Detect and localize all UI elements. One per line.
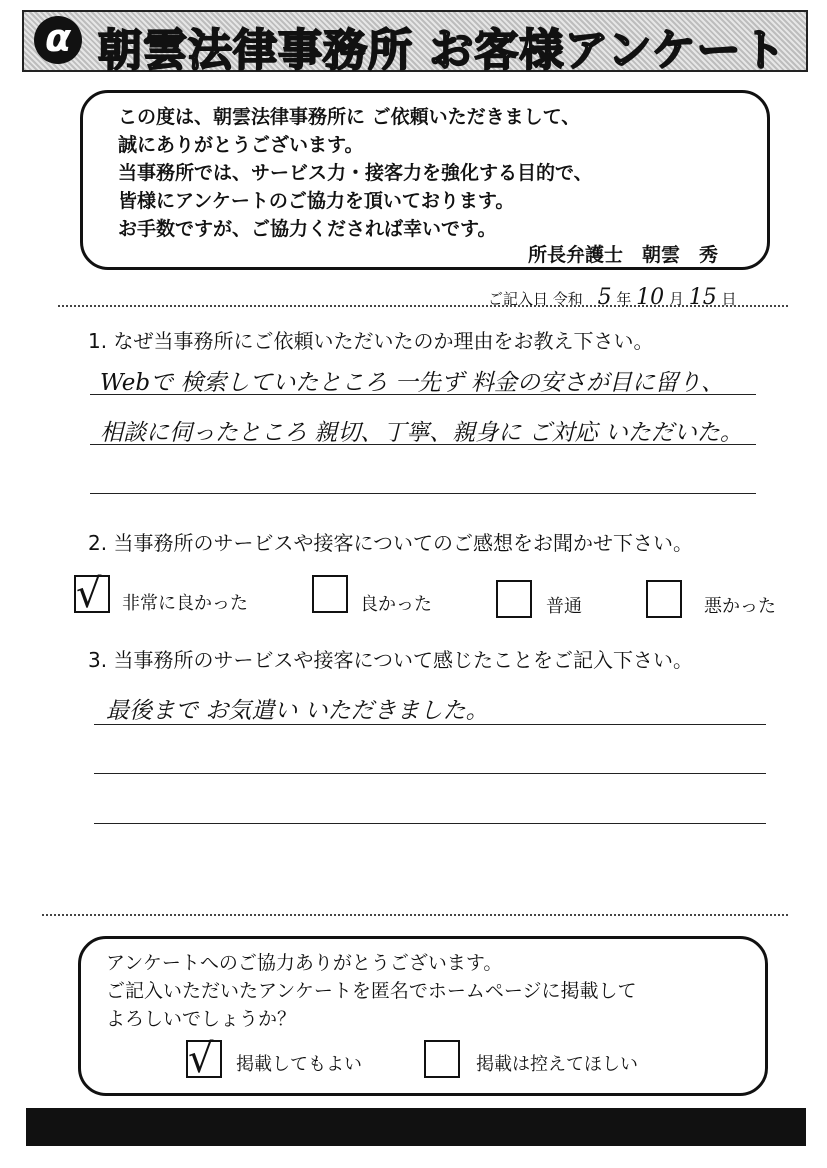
greeting-line: 皆様にアンケートのご協力を頂いております。 (118, 190, 515, 212)
consent-option-label: 掲載してもよい (236, 1054, 362, 1075)
q2-option-label: 悪かった (704, 596, 776, 617)
q2-checkbox-normal[interactable] (496, 580, 532, 618)
consent-checkbox-allow[interactable] (186, 1036, 222, 1082)
answer-rule (90, 444, 756, 445)
footer-bar (26, 1108, 806, 1146)
check-mark-icon: √ (188, 1036, 214, 1082)
q2-checkbox-very-good[interactable] (74, 571, 110, 617)
question-1: 1. なぜ当事務所にご依頼いただいたのか理由をお教え下さい。 (88, 329, 654, 353)
date-day[interactable]: 15 (688, 285, 717, 310)
consent-line: アンケートへのご協力ありがとうございます。 (106, 952, 503, 974)
logo-icon: α (34, 16, 82, 64)
consent-line: よろしいでしょうか？ (106, 1008, 297, 1030)
date-month-unit: 月 (668, 290, 684, 308)
date-label: ご記入日 (488, 290, 549, 308)
consent-checkbox-decline[interactable] (424, 1040, 460, 1078)
divider (42, 914, 788, 916)
q2-option-label: 良かった (360, 594, 432, 615)
signature: 所長弁護士 朝雲 秀 (528, 244, 719, 266)
answer-rule (90, 493, 756, 494)
date-year-unit: 年 (616, 290, 632, 308)
greeting-line: この度は、朝雲法律事務所に ご依頼いただきまして、 (118, 106, 581, 128)
q1-answer-line[interactable]: Webで 検索していたところ 一先ず 料金の安さが目に留り、 (100, 370, 725, 396)
q2-option-label: 普通 (546, 596, 582, 617)
greeting-line: 当事務所では、サービス力・接客力を強化する目的で、 (118, 162, 593, 184)
date-day-unit: 日 (721, 290, 737, 308)
greeting-line: お手数ですが、ご協力くだされば幸いです。 (118, 218, 497, 240)
question-2: 2. 当事務所のサービスや接客についてのご感想をお聞かせ下さい。 (88, 531, 694, 555)
date-month[interactable]: 10 (636, 285, 665, 310)
answer-rule (90, 394, 756, 395)
check-mark-icon: √ (76, 571, 102, 617)
q3-answer-line[interactable]: 最後まで お気遣い いただきました。 (106, 698, 489, 724)
q1-answer-line[interactable]: 相談に伺ったところ 親切、丁寧、親身に ご対応 いただいた。 (100, 420, 743, 446)
answer-rule (94, 724, 766, 725)
q2-option-label: 非常に良かった (122, 593, 248, 614)
consent-option-label: 掲載は控えてほしい (476, 1054, 638, 1075)
date-year[interactable]: 5 (597, 285, 612, 310)
q2-checkbox-bad[interactable] (646, 580, 682, 618)
question-3: 3. 当事務所のサービスや接客について感じたことをご記入下さい。 (88, 648, 694, 672)
q2-checkbox-good[interactable] (312, 575, 348, 613)
divider (58, 305, 788, 307)
answer-rule (94, 773, 766, 774)
page-title: 朝雲法律事務所 お客様アンケート (98, 25, 787, 76)
consent-line: ご記入いただいたアンケートを匿名でホームページに掲載して (106, 980, 637, 1002)
greeting-line: 誠にありがとうございます。 (118, 134, 364, 156)
answer-rule (94, 823, 766, 824)
date-era: 令和 (552, 290, 583, 308)
